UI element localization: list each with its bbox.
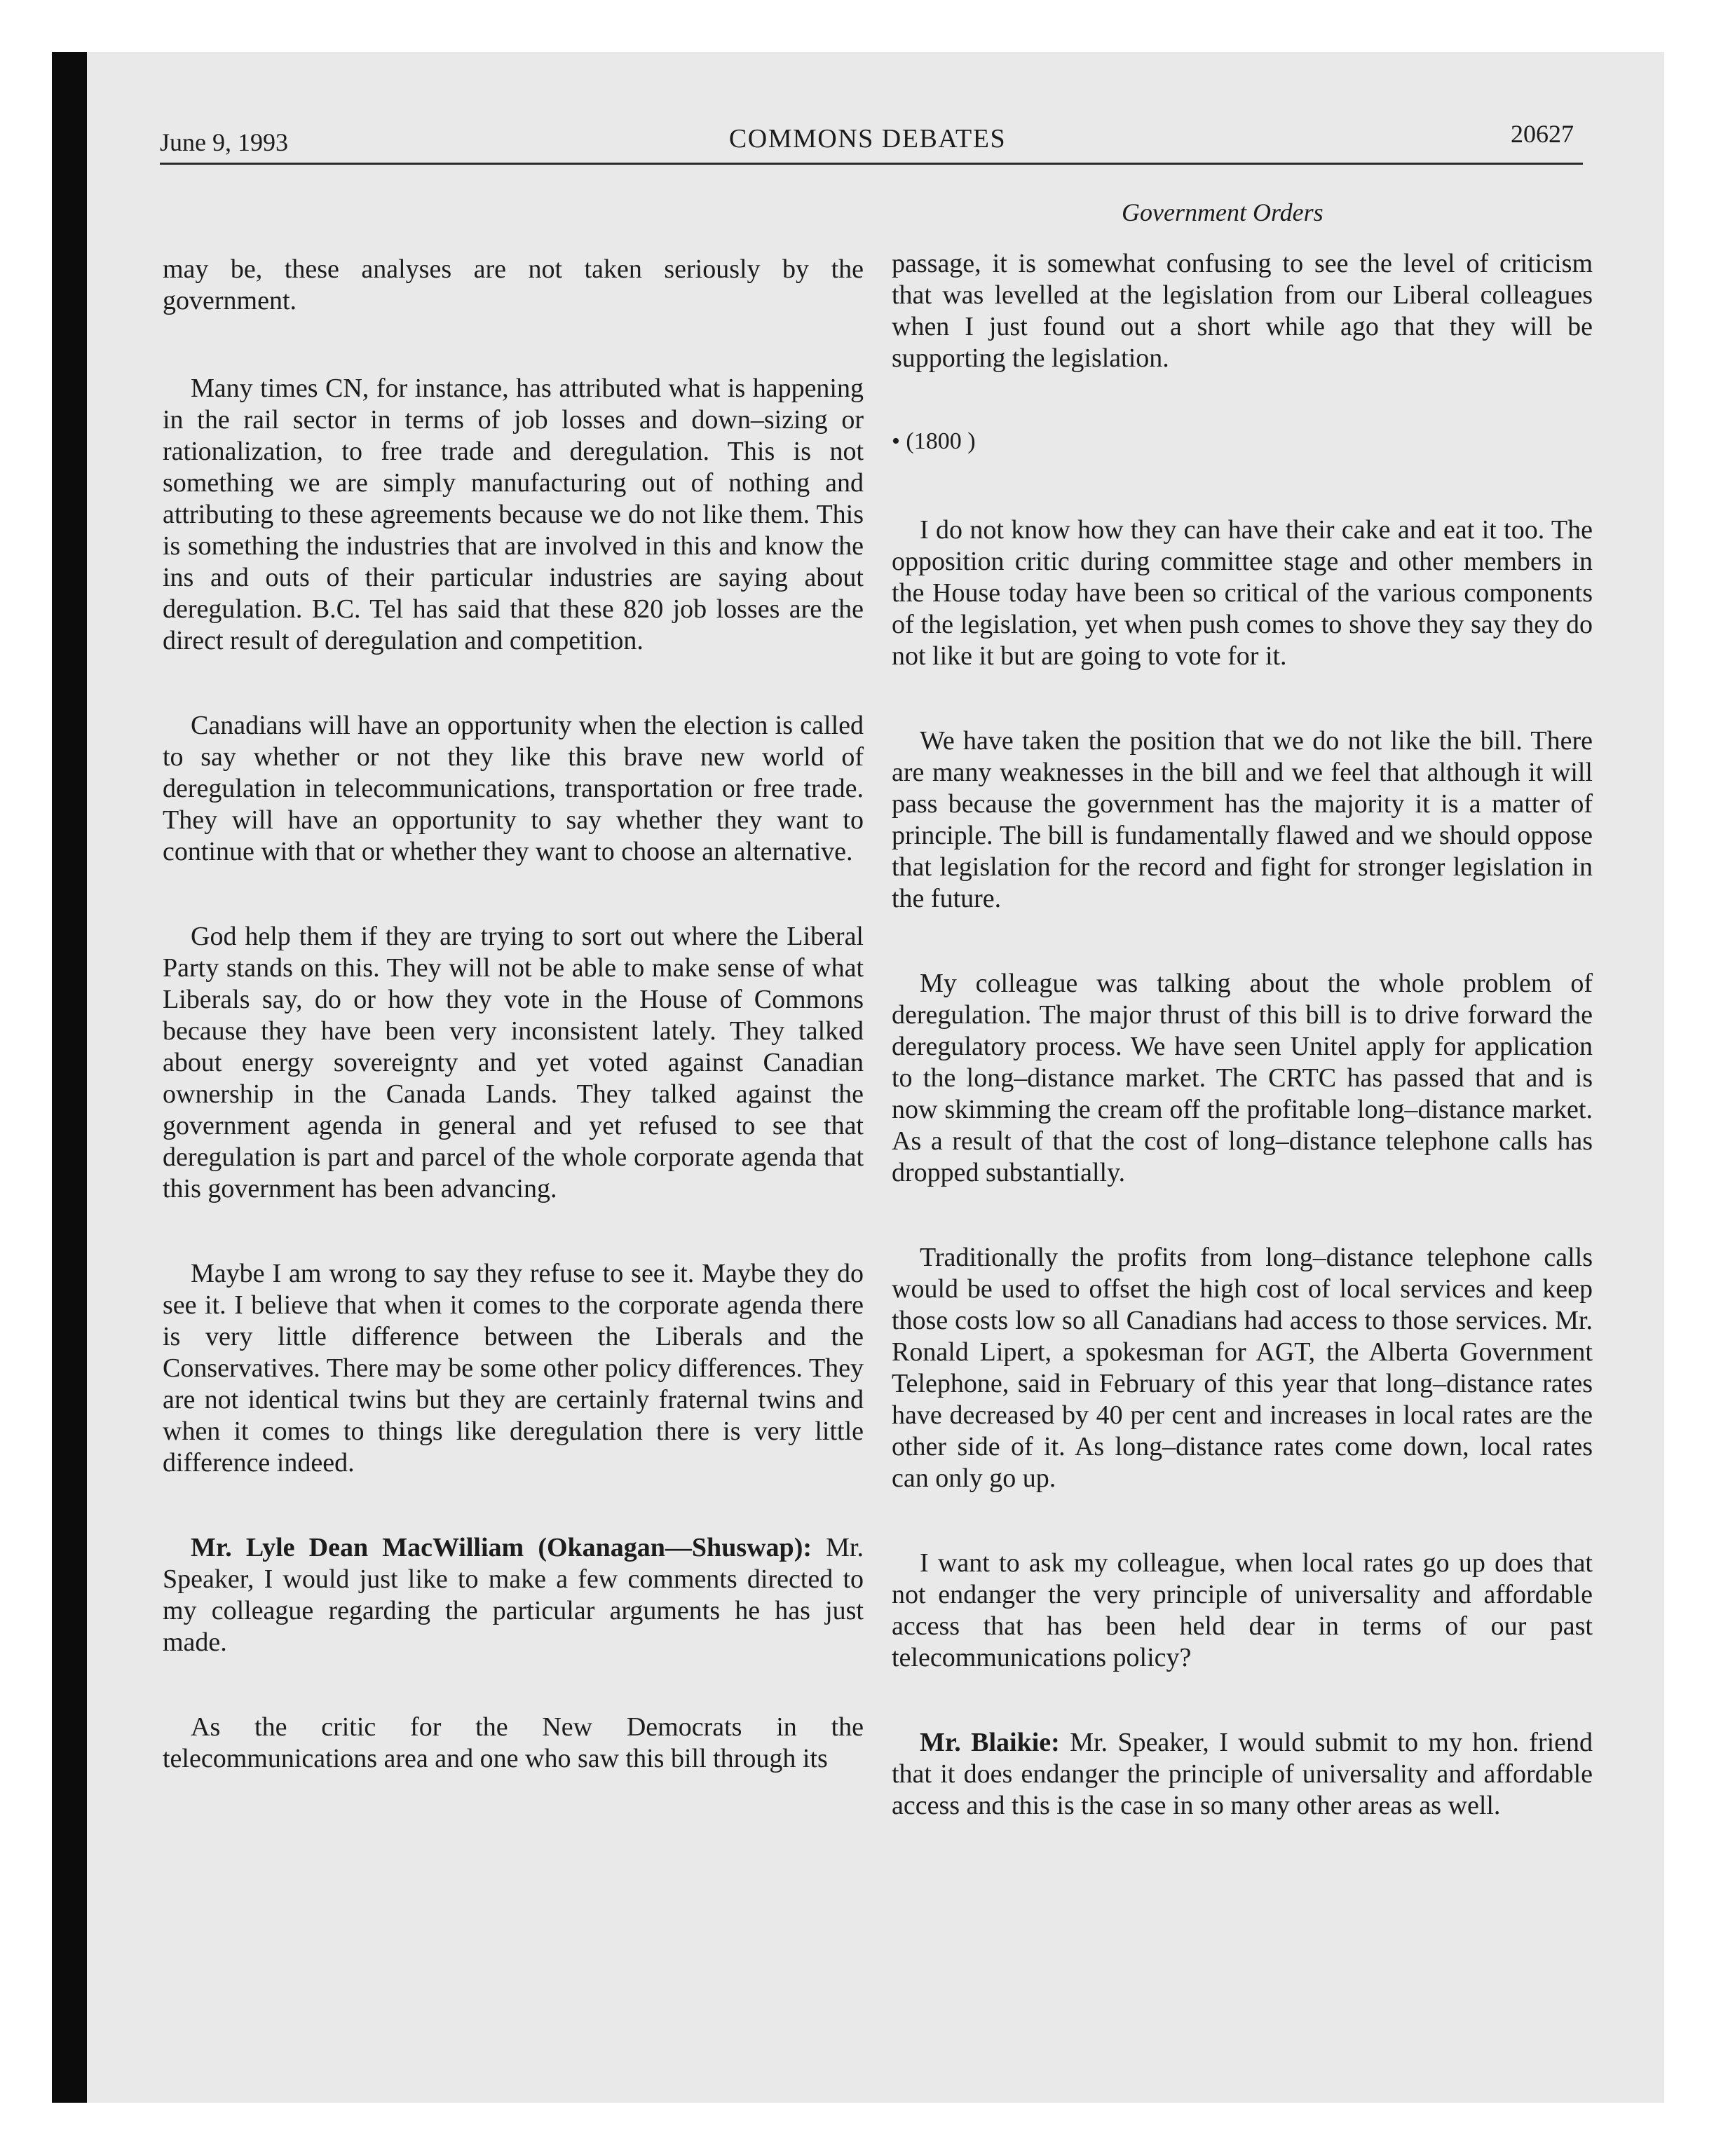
paragraph: passage, it is somewhat confusing to see the level of criticism that was levelled at the legislation from our Liberal colleagues when I just found out a short while ago that they will be supporting the legislation. xyxy=(892,249,1593,373)
speaker-paragraph xyxy=(892,1727,1593,1822)
speaker-text: Mr. Speaker, I would submit to my hon. friend that it does endanger the principle of universality and affordable access and this is the case in so many other areas as well. xyxy=(892,1728,1593,1820)
page-number: 20627 xyxy=(1511,120,1574,148)
speaker-text: Mr. Speaker, I would just like to make a few comments directed to my colleague regarding the particular arguments he has just made. xyxy=(163,1533,864,1657)
paragraph: may be, these analyses are not taken seriously by the government. xyxy=(163,254,864,315)
left-column xyxy=(163,254,864,1828)
paragraph: I do not know how they can have their cake and eat it too. The opposition critic during committee stage and other members in the House today have been so critical of the various components of the legislation, yet when push comes to shove they say they do not like it but are going to vote for it. xyxy=(892,515,1593,671)
paragraph: Maybe I am wrong to say they refuse to see it. Maybe they do see it. I believe that when it comes to the corporate agenda there is very little difference between the Liberals and the Conservatives. There may be some other policy differences. They are not identical twins but they are certainly fraternal twins and when it comes to things like deregulation there is very little difference indeed. xyxy=(163,1259,864,1478)
paragraph: God help them if they are trying to sort out where the Liberal Party stands on this. They will not be able to make sense of what Liberals say, do or how they vote in the House of Commons because they have been very inconsistent lately. They talked about energy sovereignty and yet voted against Canadian ownership in the Canada Lands. They talked against the government agenda in general and yet refused to see that deregulation is part and parcel of the whole corporate agenda that this government has been advancing. xyxy=(163,922,864,1203)
speaker-paragraph xyxy=(163,1532,864,1658)
paragraph: Many times CN, for instance, has attributed what is happening in the rail sector in terms of job losses and down–sizing or rationalization, to free trade and deregulation. This is not something we are simply manufacturing out of nothing and attributing to these agreements because we do not like them. This is something the industries that are involved in this and know the ins and outs of their particular industries are saying about deregulation. B.C. Tel has said that these 820 job losses are the direct result of deregulation and competition. xyxy=(163,374,864,655)
header-title: COMMONS DEBATES xyxy=(728,124,1007,153)
paragraph: As the critic for the New Democrats in the telecommunications area and one who saw this bill through its xyxy=(163,1712,864,1773)
speaker-name: Mr. Blaikie: xyxy=(920,1728,1060,1757)
header-rule xyxy=(160,163,1583,165)
paragraph: Traditionally the profits from long–distance telephone calls would be used to offset the high cost of local services and keep those costs low so all Canadians had access to those services. Mr. Ronald Lipert, a spokesman for AGT, the Alberta Government Telephone, said in February of this year that long–distance rates have decreased by 40 per cent and increases in local rates are the other side of it. As long–distance rates come down, local rates can only go up. xyxy=(892,1243,1593,1493)
timestamp: • (1800 ) xyxy=(892,428,976,454)
speaker-name: Mr. Lyle Dean MacWilliam (Okanagan—Shuswap): xyxy=(191,1533,812,1562)
paragraph: Canadians will have an opportunity when the election is called to say whether or not they like this brave new world of deregulation in telecommunications, transportation or free trade. They will have an opportunity to say whether they want to continue with that or whether they want to choose an alternative. xyxy=(163,711,864,866)
paragraph: My colleague was talking about the whole problem of deregulation. The major thrust of this bill is to drive forward the deregulatory process. We have seen Unitel apply for application to the long–distance market. The CRTC has passed that and is now skimming the cream off the profitable long–distance market. As a result of that the cost of long–distance telephone calls has dropped substantially. xyxy=(892,969,1593,1187)
right-column xyxy=(892,248,1593,1875)
header-date: June 9, 1993 xyxy=(160,128,288,156)
section-label: Government Orders xyxy=(1122,198,1324,226)
scan-binding-edge xyxy=(52,52,87,2103)
paragraph: I want to ask my colleague, when local rates go up does that not endanger the very principle of universality and affordable access that has been held dear in terms of our past telecommunications policy? xyxy=(892,1548,1593,1672)
paragraph: We have taken the position that we do not like the bill. There are many weaknesses in the bill and we feel that although it will pass because the government has the majority it is a matter of principle. The bill is fundamentally flawed and we should oppose that legislation for the record and fight for stronger legislation in the future. xyxy=(892,726,1593,913)
